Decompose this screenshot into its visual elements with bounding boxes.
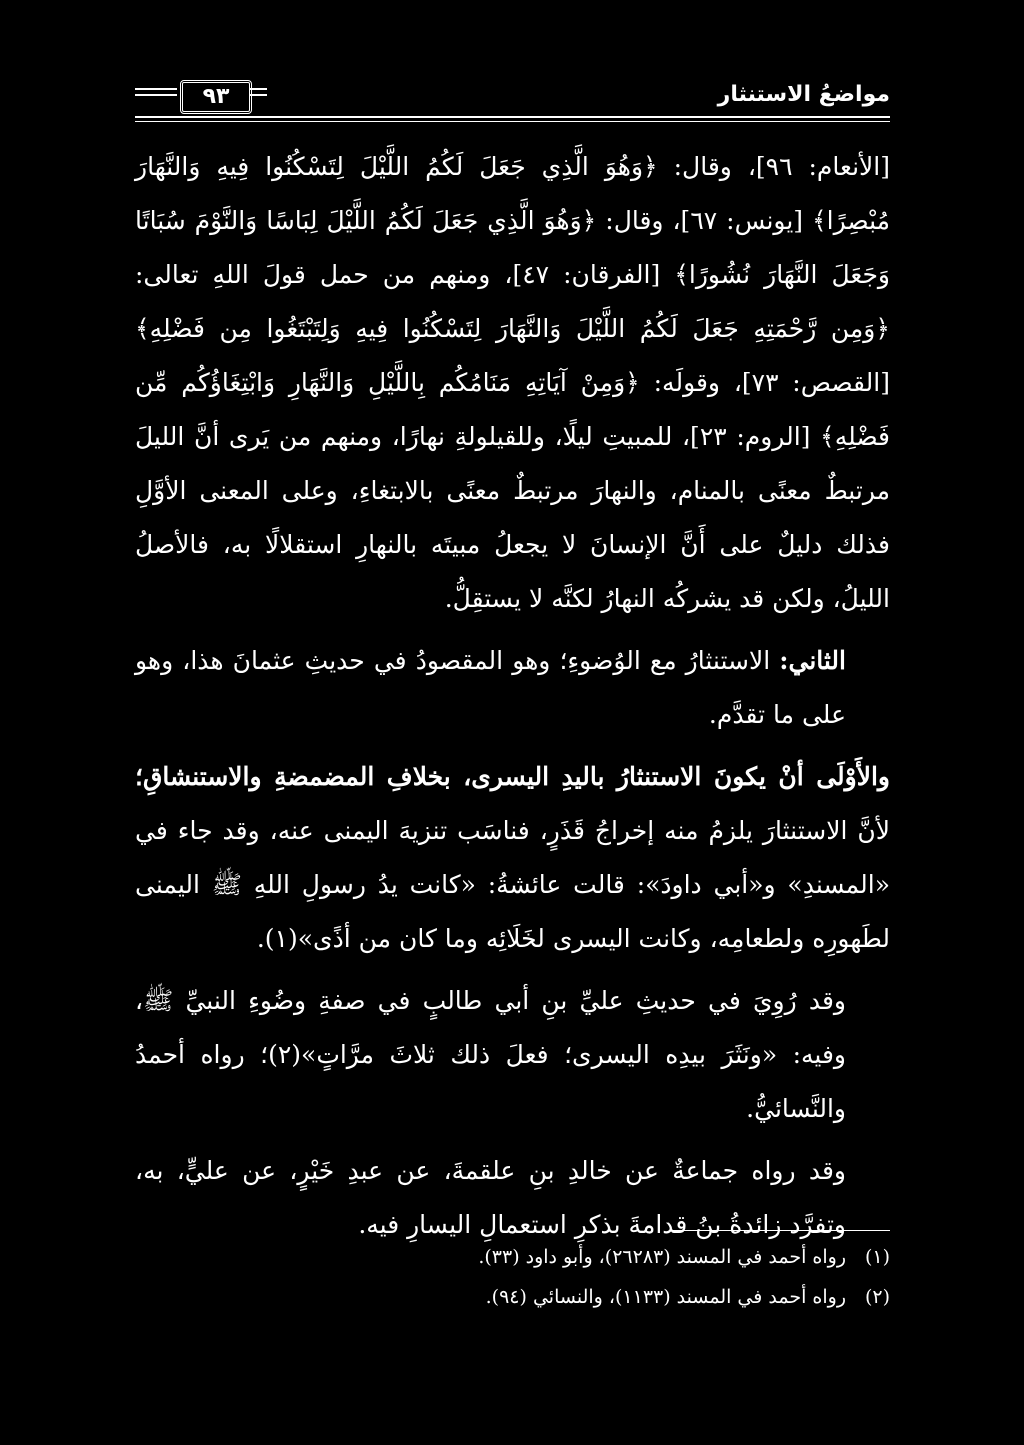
footnote-number: (٢) [864, 1286, 890, 1308]
header-rule [135, 116, 890, 118]
header-ornament-mid [249, 88, 267, 96]
footnote-separator [670, 1230, 890, 1231]
footnote-2 [135, 1277, 890, 1317]
paragraph-4 [135, 974, 890, 1136]
paragraph-lead: والأَوْلَى أنْ يكونَ الاستنثارُ باليدِ اليسرى، بخلافِ المضمضةِ والاستنشاقِ؛ [135, 762, 890, 791]
paragraph-text: وقد رواه جماعةٌ عن خالدِ بنِ علقمةَ، عن عبدِ خَيْرٍ، عن عليٍّ، به، وتفرَّد زائدةُ بنُ قدامةَ بذكرِ استعمالِ اليسارِ فيه. [135, 1156, 846, 1239]
page-header [135, 78, 890, 128]
paragraph-text: لأنَّ الاستنثارَ يلزمُ منه إخراجُ قَذَرٍ، فناسَب تنزيهَ اليمنى عنه، وقد جاء في «المسندِ» و«أبي داودَ»: قالت عائشةُ: «كانت يدُ رسولِ اللهِ ﷺ اليمنى لطَهورِه ولطعامِه، وكانت اليسرى لخَلَائِه وما كان من أذًى»(١). [135, 816, 890, 953]
running-title: مواضعُ الاستنثار [717, 82, 890, 107]
footnote-1 [135, 1237, 890, 1277]
header-ornament-left [135, 88, 177, 96]
page-number: ٩٣ [180, 80, 252, 114]
paragraph-lead: الثاني: [779, 646, 846, 675]
paragraph-text: [الأنعام: ٩٦]، وقال: ﴿وَهُوَ الَّذِي جَعَلَ لَكُمُ اللَّيْلَ لِتَسْكُنُوا فِيهِ وَالنَّهَارَ مُبْصِرًا﴾ [يونس: ٦٧]، وقال: ﴿وَهُوَ الَّذِي جَعَلَ لَكُمُ اللَّيْلَ لِبَاسًا وَالنَّوْمَ سُبَاتًا وَجَعَلَ النَّهَارَ نُشُورًا﴾ [الفرقان: ٤٧]، ومنهم من حمل قولَ اللهِ تعالى: ﴿وَمِن رَّحْمَتِهِ جَعَلَ لَكُمُ اللَّيْلَ وَالنَّهَارَ لِتَسْكُنُوا فِيهِ وَلِتَبْتَغُوا مِن فَضْلِهِ﴾ [القصص: ٧٣]، وقولَه: ﴿وَمِنْ آيَاتِهِ مَنَامُكُم بِاللَّيْلِ وَالنَّهَارِ وَابْتِغَاؤُكُم مِّن فَضْلِهِ﴾ [الروم: ٢٣]، للمبيتِ ليلًا، وللقيلولةِ نهارًا، ومنهم من يَرى أنَّ الليلَ مرتبطٌ معنًى بالمنام، والنهارَ مرتبطٌ معنًى بالابتغاءِ، وعلى المعنى الأوَّلِ فذلك دليلٌ على أَنَّ الإنسانَ لا يجعلُ مبيتَه بالنهارِ استقلالًا به، فالأصلُ الليلُ، ولكن قد يشركُه النهارُ لكنَّه لا يستقِلُّ. [135, 152, 890, 613]
header-rule-thin [135, 121, 890, 122]
paragraph-1 [135, 140, 890, 626]
footnote-text: رواه أحمد في المسند (١١٣٣)، والنسائي (٩٤). [485, 1286, 846, 1308]
paragraph-2 [135, 634, 890, 742]
paragraph-text: وقد رُوِيَ في حديثِ عليِّ بنِ أبي طالبٍ في صفةِ وضُوءِ النبيِّ ﷺ، وفيه: «ونَثَرَ بيدِه اليسرى؛ فعلَ ذلك ثلاثَ مرَّاتٍ»(٢)؛ رواه أحمدُ والنَّسائيُّ. [135, 986, 846, 1123]
footnotes [135, 1230, 890, 1317]
paragraph-3 [135, 750, 890, 966]
main-text [135, 140, 890, 1252]
paragraph-text: الاستنثارُ مع الوُضوءِ؛ وهو المقصودُ في حديثِ عثمانَ هذا، وهو على ما تقدَّم. [135, 646, 846, 729]
footnote-number: (١) [864, 1246, 890, 1268]
footnote-text: رواه أحمد في المسند (٢٦٢٨٣)، وأبو داود (٣٣). [478, 1246, 846, 1268]
